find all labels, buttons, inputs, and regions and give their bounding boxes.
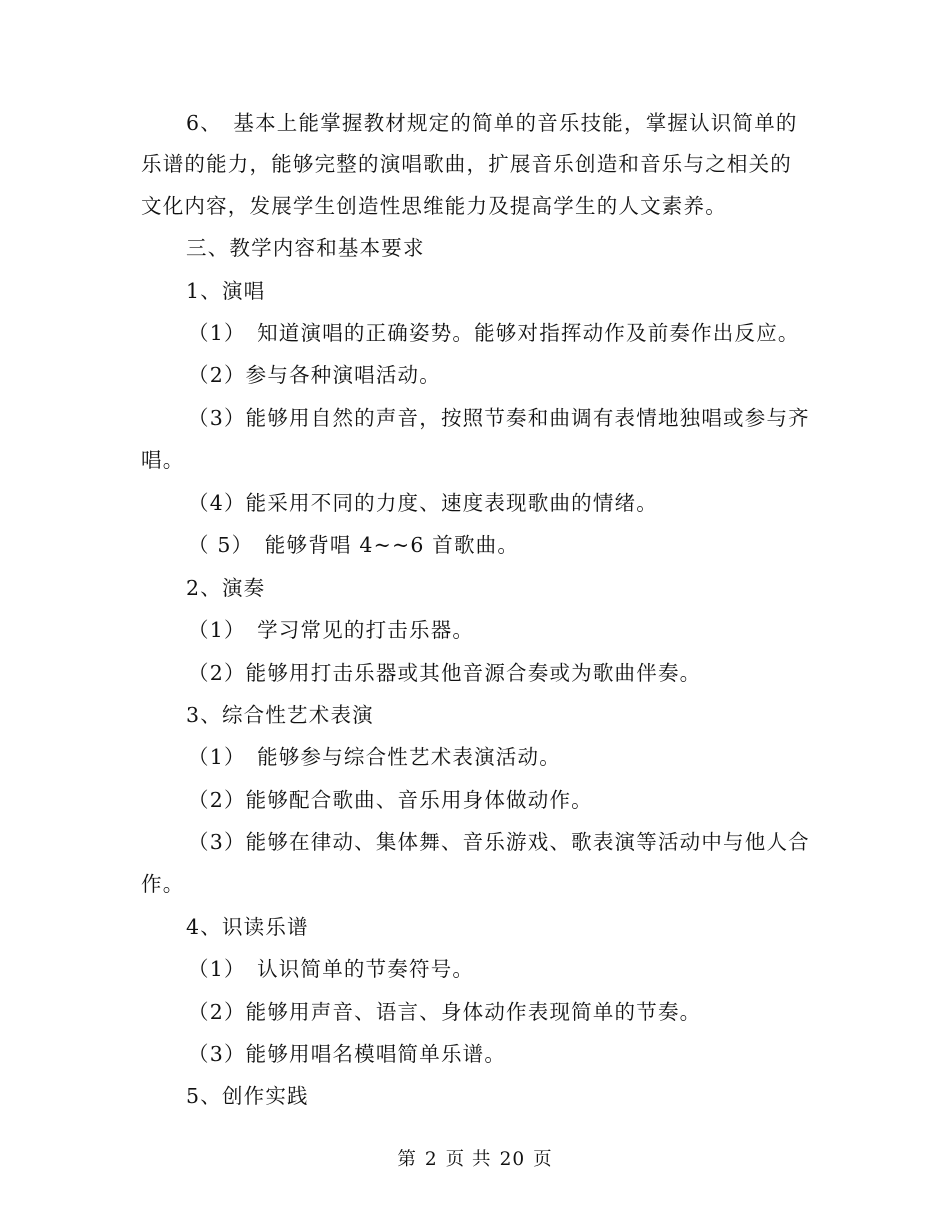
section-heading-3: 三、教学内容和基本要求	[186, 236, 425, 260]
subheading-singing: 1、演唱	[186, 279, 266, 303]
singing-item-2: （2）参与各种演唱活动。	[188, 363, 441, 387]
singing-item-5: （ 5） 能够背唱 4~~6 首歌曲。	[188, 533, 520, 557]
subheading-performance: 3、综合性艺术表演	[186, 703, 374, 727]
total-pages-number: 20	[499, 1149, 526, 1170]
subheading-score-reading: 4、识读乐谱	[186, 915, 309, 939]
singing-item-3-line-1: （3）能够用自然的声音，按照节奏和曲调有表情地独唱或参与齐	[188, 406, 810, 430]
current-page-number: 2	[424, 1149, 438, 1170]
performance-item-1: （1） 能够参与综合性艺术表演活动。	[188, 745, 561, 769]
paragraph-item-6-line-2: 乐谱的能力，能够完整的演唱歌曲，扩展音乐创造和音乐与之相关的	[141, 152, 792, 176]
footer-middle: 页 共	[445, 1149, 492, 1170]
performance-item-3-line-2: 作。	[141, 872, 185, 896]
score-reading-item-2: （2）能够用声音、语言、身体动作表现简单的节奏。	[188, 1000, 702, 1024]
subheading-playing: 2、演奏	[186, 576, 266, 600]
paragraph-item-6-line-3: 文化内容，发展学生创造性思维能力及提高学生的人文素养。	[141, 194, 727, 218]
paragraph-item-6-line-1: 6、 基本上能掌握教材规定的简单的音乐技能，掌握认识简单的	[186, 111, 798, 135]
performance-item-3-line-1: （3）能够在律动、集体舞、音乐游戏、歌表演等活动中与他人合	[188, 830, 810, 854]
singing-item-1: （1） 知道演唱的正确姿势。能够对指挥动作及前奏作出反应。	[188, 321, 800, 345]
subheading-creative-practice: 5、创作实践	[186, 1084, 309, 1108]
footer-suffix: 页	[533, 1149, 553, 1170]
performance-item-2: （2）能够配合歌曲、音乐用身体做动作。	[188, 788, 593, 812]
singing-item-3-line-2: 唱。	[141, 448, 185, 472]
score-reading-item-1: （1） 认识简单的节奏符号。	[188, 957, 475, 981]
score-reading-item-3: （3）能够用唱名模唱简单乐谱。	[188, 1042, 507, 1066]
footer-prefix: 第	[397, 1149, 417, 1170]
playing-item-2: （2）能够用打击乐器或其他音源合奏或为歌曲伴奏。	[188, 661, 702, 685]
playing-item-1: （1） 学习常见的打击乐器。	[188, 618, 475, 642]
singing-item-4: （4）能采用不同的力度、速度表现歌曲的情绪。	[188, 491, 658, 515]
page-footer	[0, 1148, 950, 1172]
